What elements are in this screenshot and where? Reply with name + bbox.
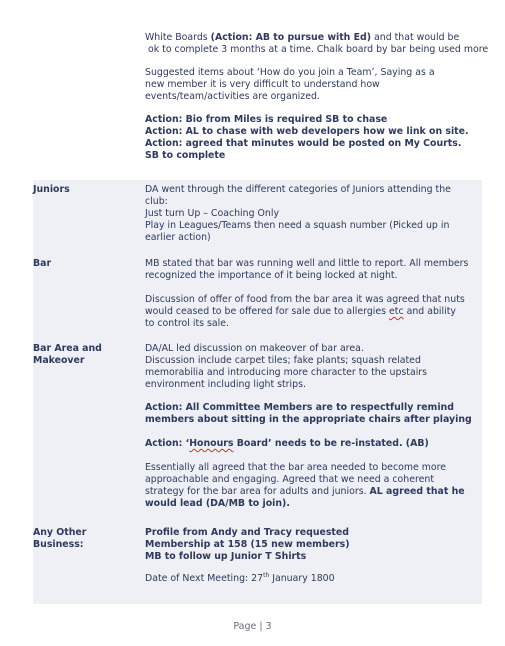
action-line: members about sitting in the appropriate chairs after playing	[145, 414, 472, 425]
text-line	[145, 306, 477, 318]
join-team-line-3: events/team/activities are organized.	[145, 91, 320, 102]
row-label	[33, 343, 133, 367]
text-line: DA went through the different categories of Juniors attending the	[145, 184, 451, 195]
whiteboards-text: White Boards	[145, 32, 211, 43]
row-label: Any Other Business:	[33, 527, 87, 550]
text-line: Play in Leagues/Teams then need a squash number (Picked up in	[145, 220, 450, 231]
text-line: memorabilia and introducing more character to the upstairs	[145, 367, 428, 378]
spelling-flag: Honours	[189, 438, 234, 449]
text-run: Board’ needs to be re-instated. (AB)	[233, 438, 429, 449]
whiteboards-line-1	[145, 32, 505, 44]
text-run: Date of Next Meeting: 27	[145, 573, 264, 584]
label-line: Bar Area and	[33, 343, 102, 354]
text-run: strategy for the bar area for adults and juniors.	[145, 486, 370, 497]
ordinal-suffix: th	[263, 571, 270, 579]
action-line: would lead (DA/MB to join).	[145, 498, 290, 509]
action-line: SB to complete	[145, 150, 226, 161]
text-line: environment including light strips.	[145, 379, 306, 390]
minutes-table	[33, 180, 482, 604]
text-line	[145, 486, 477, 498]
action-line: Profile from Andy and Tracy requested	[145, 527, 349, 538]
text-line: recognized the importance of it being locked at night.	[145, 270, 398, 281]
action-line: Action: All Committee Members are to respectfully remind	[145, 402, 454, 413]
row-label: Bar	[33, 258, 52, 269]
row-content	[145, 527, 477, 585]
action-text: AL agreed that he	[369, 486, 465, 497]
page-number: Page | 3	[233, 621, 272, 632]
join-team-line-1: Suggested items about ‘How do you join a Team’, Saying as a	[145, 67, 435, 78]
row-label: Juniors	[33, 184, 70, 195]
text-line: earlier action)	[145, 232, 211, 243]
next-meeting-line	[145, 573, 477, 585]
text-line: approachable and engaging. Agreed that we need a coherent	[145, 474, 435, 485]
text-line: DA/AL led discussion on makeover of bar area.	[145, 343, 364, 354]
action-line	[145, 438, 477, 450]
spelling-flag: etc	[389, 306, 404, 317]
action-line: MB to follow up Junior T Shirts	[145, 551, 307, 562]
action-line: Action: Bio from Miles is required SB to chase	[145, 114, 388, 125]
text-line: MB stated that bar was running well and little to report. All members	[145, 258, 469, 269]
action-line: Action: AL to chase with web developers how we link on site.	[145, 126, 469, 137]
text-run: Action: ‘	[145, 438, 190, 449]
row-content	[145, 258, 477, 330]
action-line: Action: agreed that minutes would be posted on My Courts.	[145, 138, 462, 149]
whiteboards-action: (Action: AB to pursue with Ed)	[210, 32, 372, 43]
text-line: club:	[145, 196, 168, 207]
text-line: to control its sale.	[145, 318, 229, 329]
top-section	[145, 32, 505, 162]
row-content	[145, 343, 477, 510]
label-line: Makeover	[33, 355, 85, 366]
text-line: Discussion include carpet tiles; fake plants; squash related	[145, 355, 421, 366]
text-run: January 1800	[269, 573, 335, 584]
text-line: Discussion of offer of food from the bar area it was agreed that nuts	[145, 294, 465, 305]
text-line: Essentially all agreed that the bar area needed to become more	[145, 462, 447, 473]
whiteboards-text-end: and that would be	[371, 32, 460, 43]
action-line: Membership at 158 (15 new members)	[145, 539, 350, 550]
join-team-line-2: new member it is very difficult to understand how	[145, 79, 380, 90]
text-run: and ability	[403, 306, 456, 317]
row-content	[145, 184, 477, 244]
text-line: Just turn Up – Coaching Only	[145, 208, 280, 219]
whiteboards-line-2: ok to complete 3 months at a time. Chalk board by bar being used more	[148, 44, 489, 55]
text-run: would ceased to be offered for sale due to allergies	[145, 306, 390, 317]
